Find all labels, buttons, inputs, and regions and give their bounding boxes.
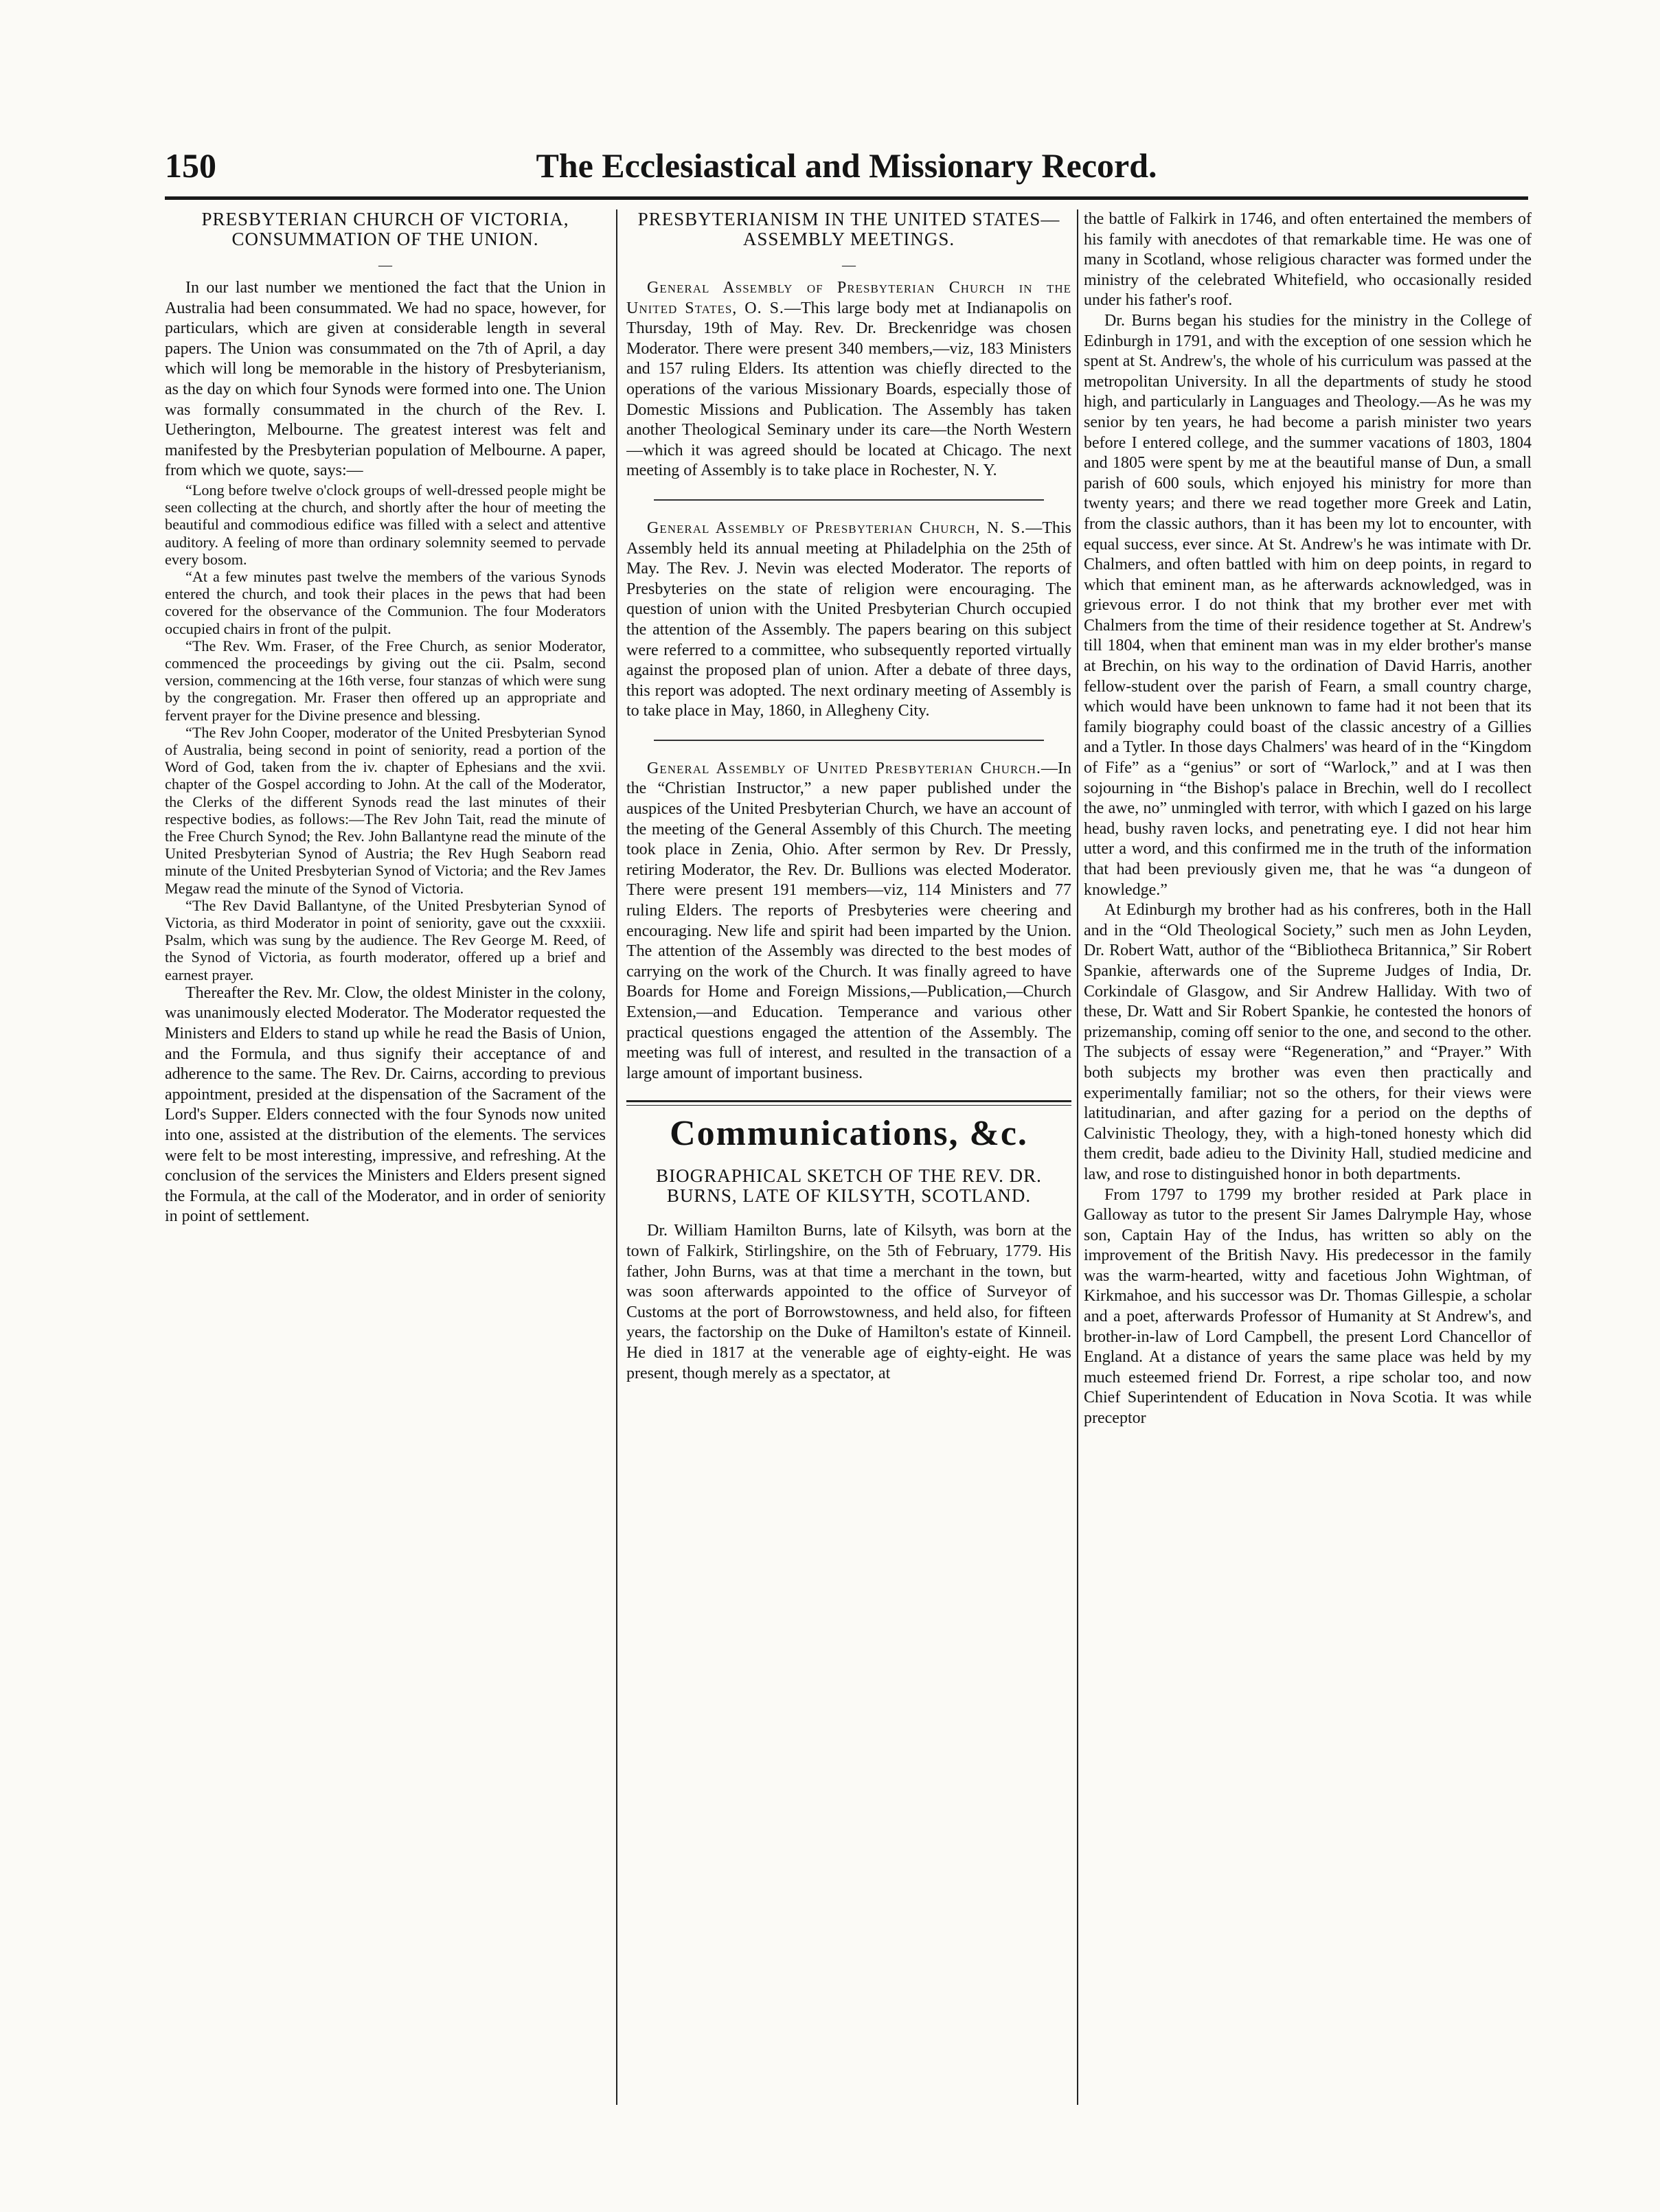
quoted-paragraph: “Long before twelve o'clock groups of well-dressed people might be seen collecting at the church, and shortly after the hour of meeting the beautiful and commodious edifice was filled with a select and attentive auditory. A feeling of more than ordinary solemnity seemed to pervade every bosom. <box>165 481 606 568</box>
news-item <box>626 518 1071 722</box>
column-rule <box>616 209 617 2105</box>
column-3 <box>1084 209 1532 2105</box>
article-heading: BIOGRAPHICAL SKETCH OF THE REV. DR. BURNS, LATE OF KILSYTH, SCOTLAND. <box>656 1165 1042 1207</box>
item-text: —This large body met at Indianapolis on Thursday, 19th of May. Rev. Dr. Breckenridge was chosen Moderator. There were present 340 members,—viz, 183 Ministers and 157 ruling Elders. Its attention was chiefly directed to the operations of the various Missionary Boards, especially those of Domestic Missions and Publication. The Assembly has taken another Theological Seminary under its care—the North Western—which it was agreed should be located at Chicago. The next meeting of Assembly is to take place in Rochester, N. Y. <box>626 299 1071 480</box>
heading-dash: — <box>378 258 392 273</box>
article-paragraph: Thereafter the Rev. Mr. Clow, the oldest Minister in the colony, was unanimously elected Moderator. The Moderator requested the Ministers and Elders to stand up while he read the Basis of Union, and the Formula, and thus signify their acceptance of and adherence to the same. The Rev. Dr. Cairns, according to previous appointment, presided at the dispensation of the Sacrament of the Lord's Supper. Elders connected with the four Synods now united into one, assisted at the distribution of the elements. The services were felt to be most interesting, impressive, and refreshing. At the conclusion of the services the Ministers and Elders present signed the Formula, at the call of the Moderator, and in order of seniority in point of settlement. <box>165 983 606 1226</box>
heading-dash: — <box>842 258 856 273</box>
section-rule <box>626 1100 1071 1106</box>
column-2 <box>626 209 1071 2105</box>
page-number: 150 <box>165 146 216 185</box>
column-1 <box>165 209 606 2105</box>
article-paragraph: Dr. William Hamilton Burns, late of Kilsyth, was born at the town of Falkirk, Stirlingshire, on the 5th of February, 1779. His father, John Burns, was at that time a merchant in the town, but was soon afterwards appointed to the office of Surveyor of Customs at the port of Borrowstowness, and held also, for fifteen years, the factorship on the Duke of Hamilton's estate of Kinneil. He died in 1817 at the venerable age of eighty-eight. He was present, though merely as a spectator, at <box>626 1222 1071 1382</box>
article-paragraph: In our last number we mentioned the fact that the Union in Australia had been consummated. We had no space, however, for particulars, which are given at considerable length in several papers. The Union was consummated on the 7th of April, a day which will long be memorable in the history of Presbyterianism, as the day on which four Synods were formed into one. The Union was formally consummated in the church of the Rev. I. Uetherington, Melbourne. The greatest interest was felt and manifested by the Presbyterian population of Melbourne. A paper, from which we quote, says:— <box>165 279 606 480</box>
news-item <box>626 759 1071 1084</box>
quoted-paragraph: “The Rev John Cooper, moderator of the United Presbyterian Synod of Australia, being second in point of seniority, read a portion of the Word of God, taken from the iv. chapter of Ephesians and the xvii. chapter of the Gospel according to John. At the call of the Moderator, the Clerks of the different Synods read the last minutes of their respective bodies, as follows:—The Rev John Tait, read the minute of the Free Church Synod; the Rev. John Ballantyne read the minute of the United Presbyterian Synod of Austria; the Rev Hugh Seaborn read minute of the United Presbyterian Synod of Victoria; and the Rev James Megaw read the minute of the Synod of Victoria. <box>165 723 606 897</box>
page-header <box>165 146 1528 195</box>
item-text: —This Assembly held its annual meeting at Philadelphia on the 25th of May. The Rev. J. Nevin was elected Moderator. The reports of Presbyteries on the state of religion were encouraging. The question of union with the United Presbyterian Church occupied the attention of the Assembly. The papers bearing on this subject were referred to a committee, who subsequently reported virtually against the proposed plan of union. After a debate of three days, this report was adopted. The next ordinary meeting of Assembly is to take place in May, 1860, in Allegheny City. <box>626 518 1071 720</box>
article-paragraph: From 1797 to 1799 my brother resided at Park place in Galloway as tutor to the present Sir James Dalrymple Hay, whose son, Captain Hay of the Indus, has written so ably on the improvement of the British Navy. His predecessor in the family was the warm-hearted, witty and facetious John Wightman, of Kirkmahoe, and his successor was Dr. Thomas Gillespie, a scholar and a poet, afterwards Professor of Humanity at St Andrew's, and brother-in-law of Lord Campbell, the present Lord Chancellor of England. At a distance of years the same place was held by my much esteemed friend Dr. Forrest, a ripe scholar too, and now Chief Superintendent of Education in Nova Scotia. It was while preceptor <box>1084 1185 1532 1428</box>
article-heading: PRESBYTERIAN CHURCH OF VICTORIA, CONSUMMATION OF THE UNION. <box>201 209 569 249</box>
item-separator <box>654 499 1044 501</box>
quoted-paragraph: “The Rev David Ballantyne, of the United Presbyterian Synod of Victoria, as third Moderator in point of seniority, gave out the cxxxiii. Psalm, which was sung by the audience. The Rev George M. Reed, of the Synod of Victoria, as fourth moderator, offered up a brief and earnest prayer. <box>165 896 606 983</box>
header-rule <box>165 196 1528 200</box>
section-title: Communications, &c. <box>670 1114 1028 1154</box>
item-lead: General Assembly of United Presbyterian Church. <box>647 759 1041 777</box>
column-rule <box>1077 209 1078 2105</box>
item-separator <box>654 740 1044 741</box>
running-title: The Ecclesiastical and Missionary Record. <box>536 146 1157 185</box>
item-lead: General Assembly of Presbyterian Church in the United States, O. S. <box>626 279 1071 317</box>
item-lead: General Assembly of Presbyterian Church, N. S. <box>647 518 1026 537</box>
article-paragraph: Dr. Burns began his studies for the ministry in the College of Edinburgh in 1791, and with the exception of one session which he spent at St. Andrew's, the whole of his curriculum was passed at the metropolitan University. In all the departments of study he stood high, and particularly in Languages and Theology.—As he was my senior by ten years, he had become a parish minister two years before I entered college, and the summer vacations of 1803, 1804 and 1805 were spent by me at the beautiful manse of Dun, a small parish of 600 souls, which enjoyed his ministry for more than twenty years; and there we read together more Greek and Latin, from the classic authors, than it has been my lot to encounter, with equal success, ever since. At St. Andrew's he was intimate with Dr. Chalmers, and often battled with him on deep points, in regard to which that eminent man, as he afterwards acknowledged, was in grievous error. I do not think that my brother ever met with Chalmers from the time of their residence together at St. Andrew's till 1804, when that eminent man was in my elder brother's manse at Brechin, on his way to the ordination of David Harris, another fellow-student over the parish of Fearn, a small country charge, which would have been unknown to fame had it not been that its family biography could boast of the classic ancestry of a Gillies and a Tytler. In those days Chalmers' was heard of in the “Kingdom of Fife” as a “genius” or sort of “Warlock,” and at I was then sojourning in “the Bishop's palace in Brechin, well do I recollect the awe, no” unmingled with terror, with which I gazed on his large head, bushy raven locks, and penetrating eye. I did not hear him utter a word, and this confirmed me in the truth of the information that had been previously given me, that he was “a dungeon of knowledge.” <box>1084 311 1532 899</box>
quoted-paragraph: “At a few minutes past twelve the members of the various Synods entered the church, and took their places in the pews that had been covered for the observance of the Communion. The four Moderators occupied chairs in front of the pulpit. <box>165 567 606 637</box>
news-item <box>626 278 1071 481</box>
quoted-paragraph: “The Rev. Wm. Fraser, of the Free Church, as senior Moderator, commenced the proceedings by giving out the cii. Psalm, second version, commencing at the 16th verse, four stanzas of which were sung by the congregation. Mr. Fraser then offered up an appropriate and fervent prayer for the Divine presence and blessing. <box>165 637 606 724</box>
article-paragraph: At Edinburgh my brother had as his confreres, both in the Hall and in the “Old Theological Society,” such men as John Leyden, Dr. Robert Watt, author of the “Bibliotheca Britannica,” Sir Robert Spankie, afterwards one of the Supreme Judges of India, Dr. Corkindale of Glasgow, and Sir Andrew Halliday. With two of these, Dr. Watt and Sir Robert Spankie, he contested the honors of prizemanship, coming off senior to the one, and second to the other. The subjects of essay were “Regeneration,” and “Prayer.” With both subjects my brother was even then practically and experimentally familiar; not so the others, for their views were latitudinarian, and after gazing for a period on the depths of Calvinistic Theology, they, with a high-toned honesty which did them credit, bade adieu to the Divinity Hall, studied medicine and law, and rose to distinguished honor in both departments. <box>1084 901 1532 1183</box>
article-paragraph: the battle of Falkirk in 1746, and often entertained the members of his family with anecdotes of that remarkable time. He was one of many in Scotland, whose religious character was formed under the ministry of the celebrated Whitefield, who occasionally resided under his father's roof. <box>1084 210 1532 310</box>
item-text: —In the “Christian Instructor,” a new paper published under the auspices of the United Presbyterian Church, we have an account of the meeting of the General Assembly of this Church. The meeting took place in Zenia, Ohio. After sermon by Rev. Dr Pressly, retiring Moderator, the Rev. Dr. Bullions was elected Moderator. There were present 191 members—viz, 114 Ministers and 77 ruling Elders. The reports of Presbyteries were cheering and encouraging. New life and spirit had been imparted by the Union. The attention of the Assembly was directed to the best modes of carrying on the work of the Church. It was finally agreed to have Boards for Home and Foreign Missions,—Publication,—Church Extension,—and Education. Temperance and various other practical questions engaged the attention of the Assembly. The meeting was full of interest, and resulted in the transaction of a large amount of important business. <box>626 759 1071 1082</box>
article-heading: PRESBYTERIANISM IN THE UNITED STATES—ASSEMBLY MEETINGS. <box>637 209 1060 249</box>
